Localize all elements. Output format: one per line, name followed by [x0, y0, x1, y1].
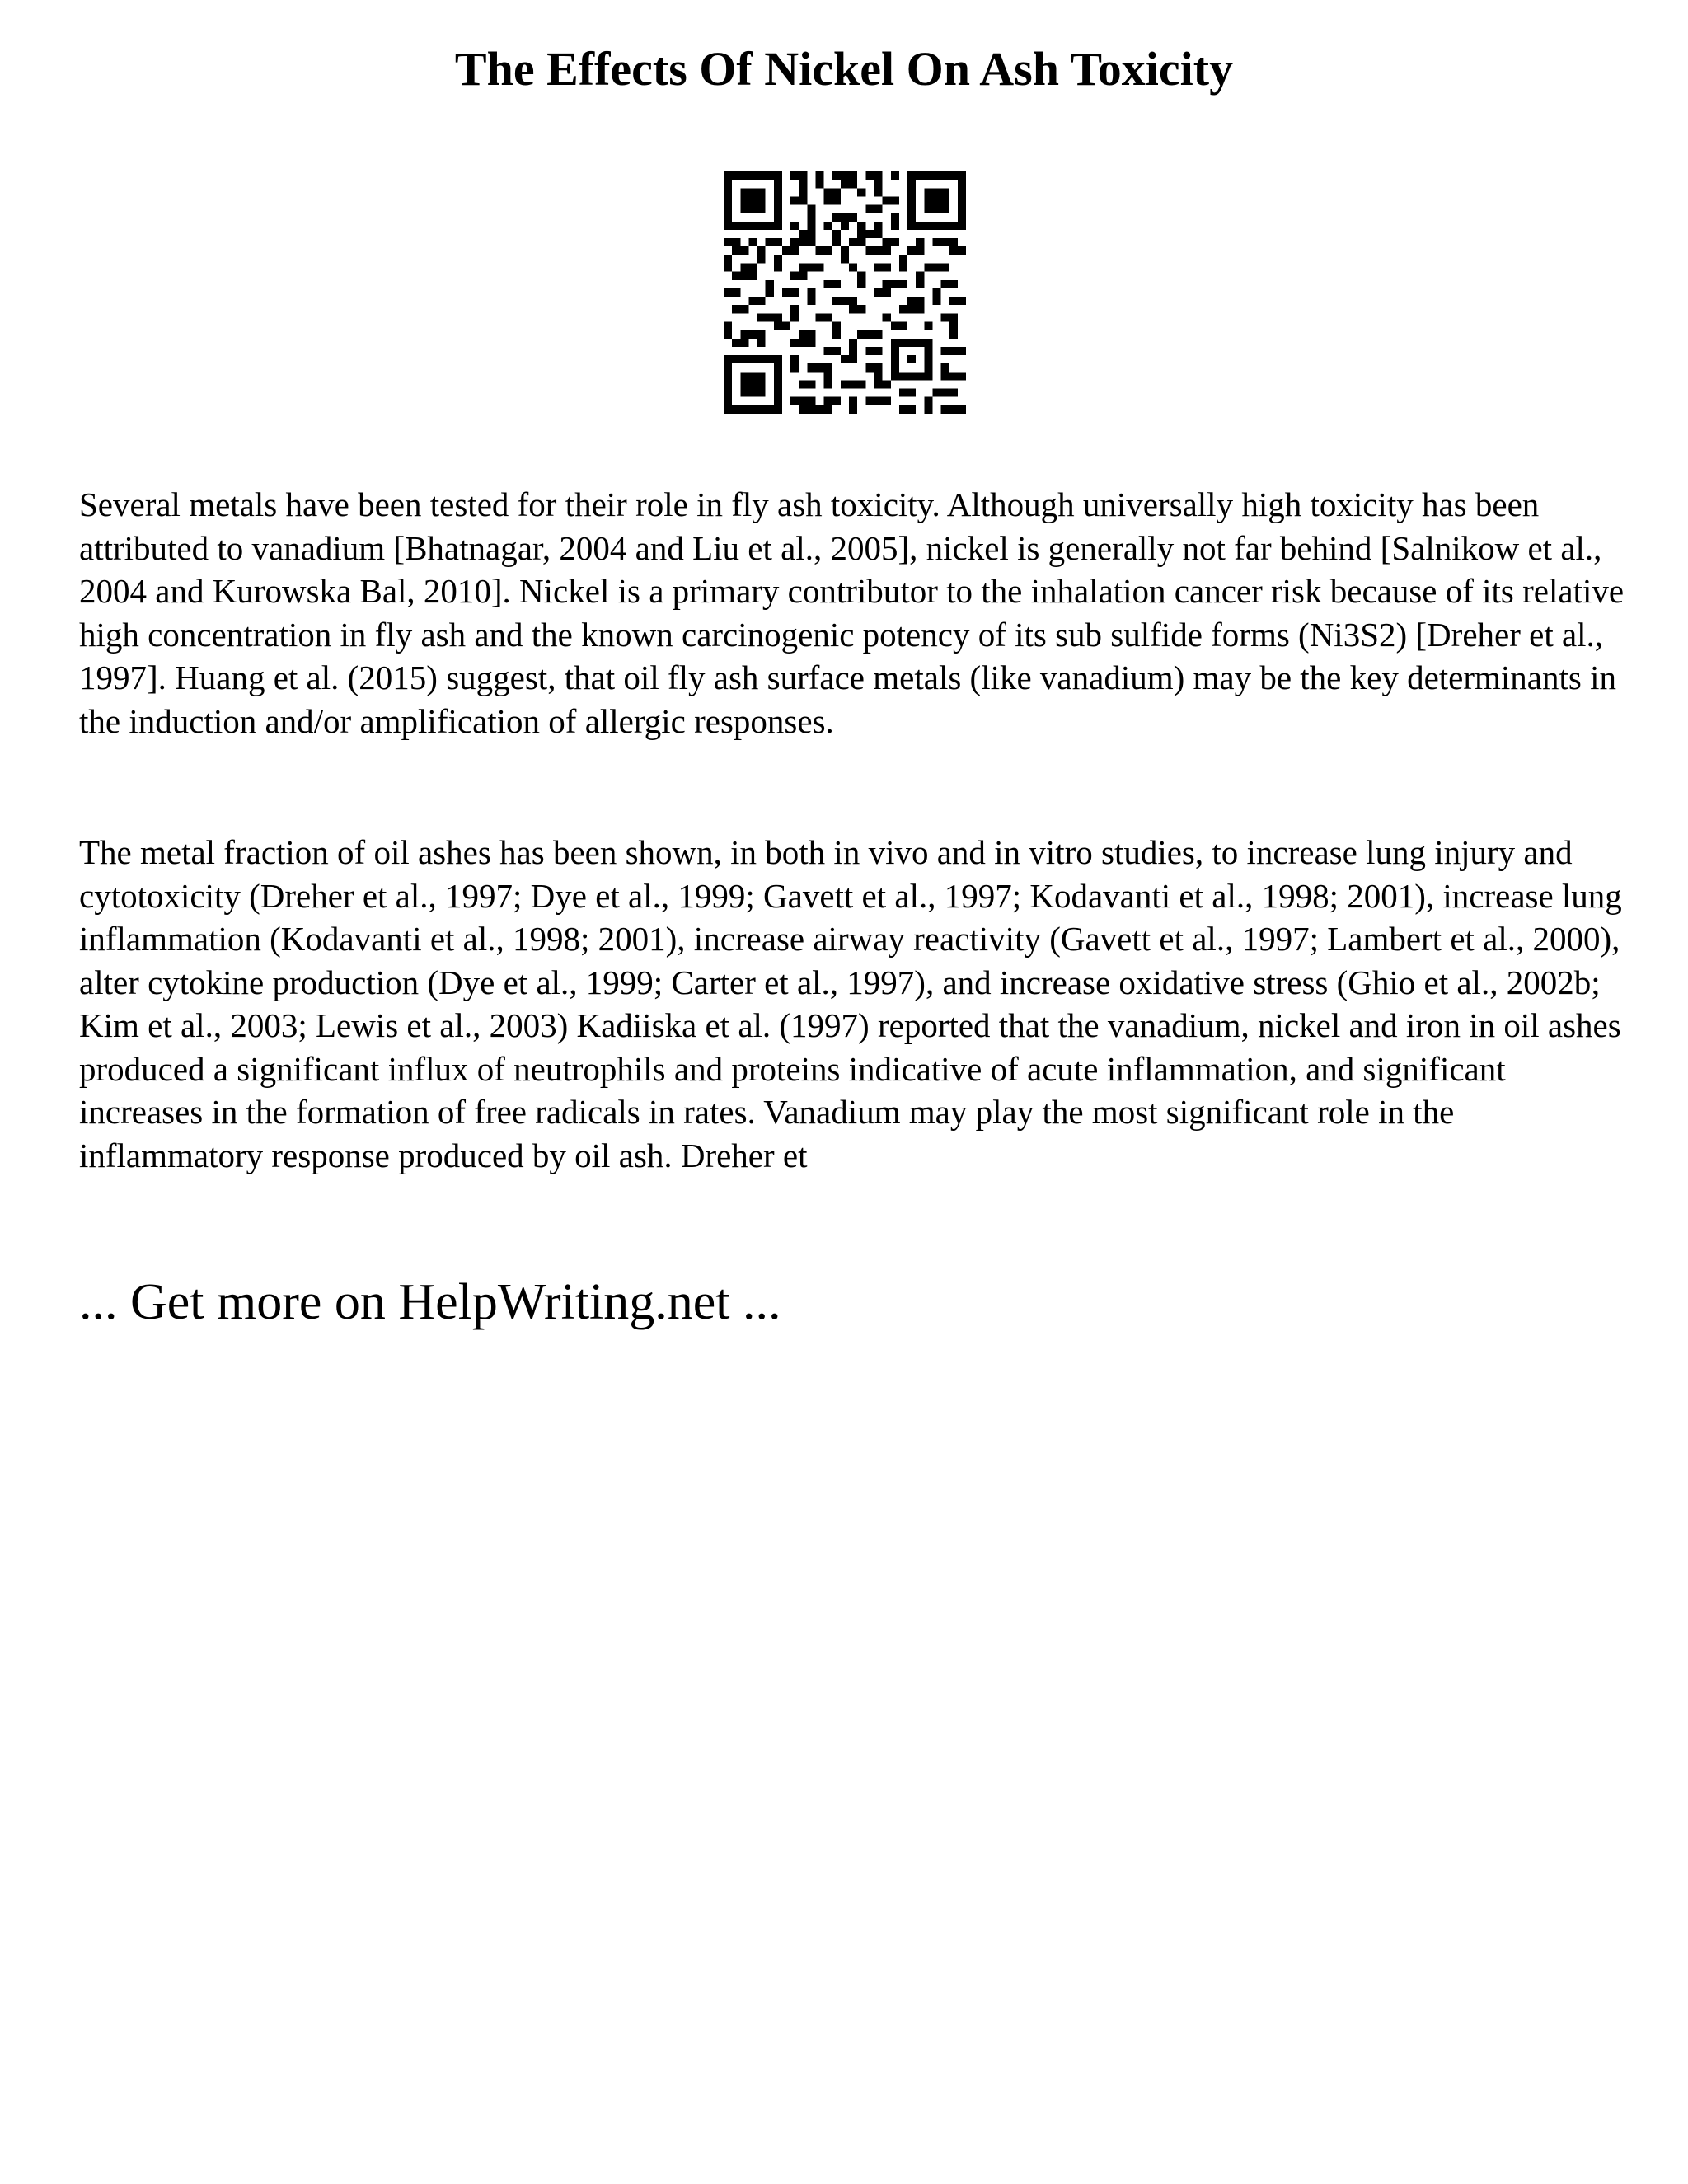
body-paragraph: The metal fraction of oil ashes has been shown, in both in vivo and in vitro studies, to increase lung injury and cytotoxicity (Dreher et al., 1997; Dye et al., 1999; Gavett et al., 1997; Kodavanti et al., 1998; 2001), increase lung inflammation (Kodavanti et al., 1998; 2001), increase airway reactivity (Gavett et al., 1997; Lambert et al., 2000), alter cytokine production (Dye et al., 1999; Carter et al., 1997), and increase oxidative stress (Ghio et al., 2002b; Kim et al., 2003; Lewis et al., 2003) Kadiiska et al. (1997) reported that the vanadium, nickel and iron in oil ashes produced a significant influx of neutrophils and proteins indicative of acute inflammation, and significant increases in the formation of free radicals in rates. Vanadium may play the most significant role in the inflammatory response produced by oil ash. Dreher et — [79, 833, 1622, 1174]
get-more-link[interactable]: ... Get more on HelpWriting.net ... — [79, 1274, 781, 1330]
qr-code-graphic — [724, 171, 966, 414]
document-title: The Effects Of Nickel On Ash Toxicity — [454, 42, 1234, 96]
body-paragraph: Several metals have been tested for their role in fly ash toxicity. Although universally high toxicity has been attributed to vanadium [Bhatnagar, 2004 and Liu et al., 2005], nickel is generally not far behind [Salnikow et al., 2004 and Kurowska Bal, 2010]. Nickel is a primary contributor to the inhalation cancer risk because of its relative high concentration in fly ash and the known carcinogenic potency of its sub sulfide forms (Ni3S2) [Dreher et al., 1997]. Huang et al. (2015) suggest, that oil fly ash surface metals (like vanadium) may be the key determinants in the induction and/or amplification of allergic responses. — [79, 485, 1625, 740]
qr-code-icon — [724, 171, 966, 414]
